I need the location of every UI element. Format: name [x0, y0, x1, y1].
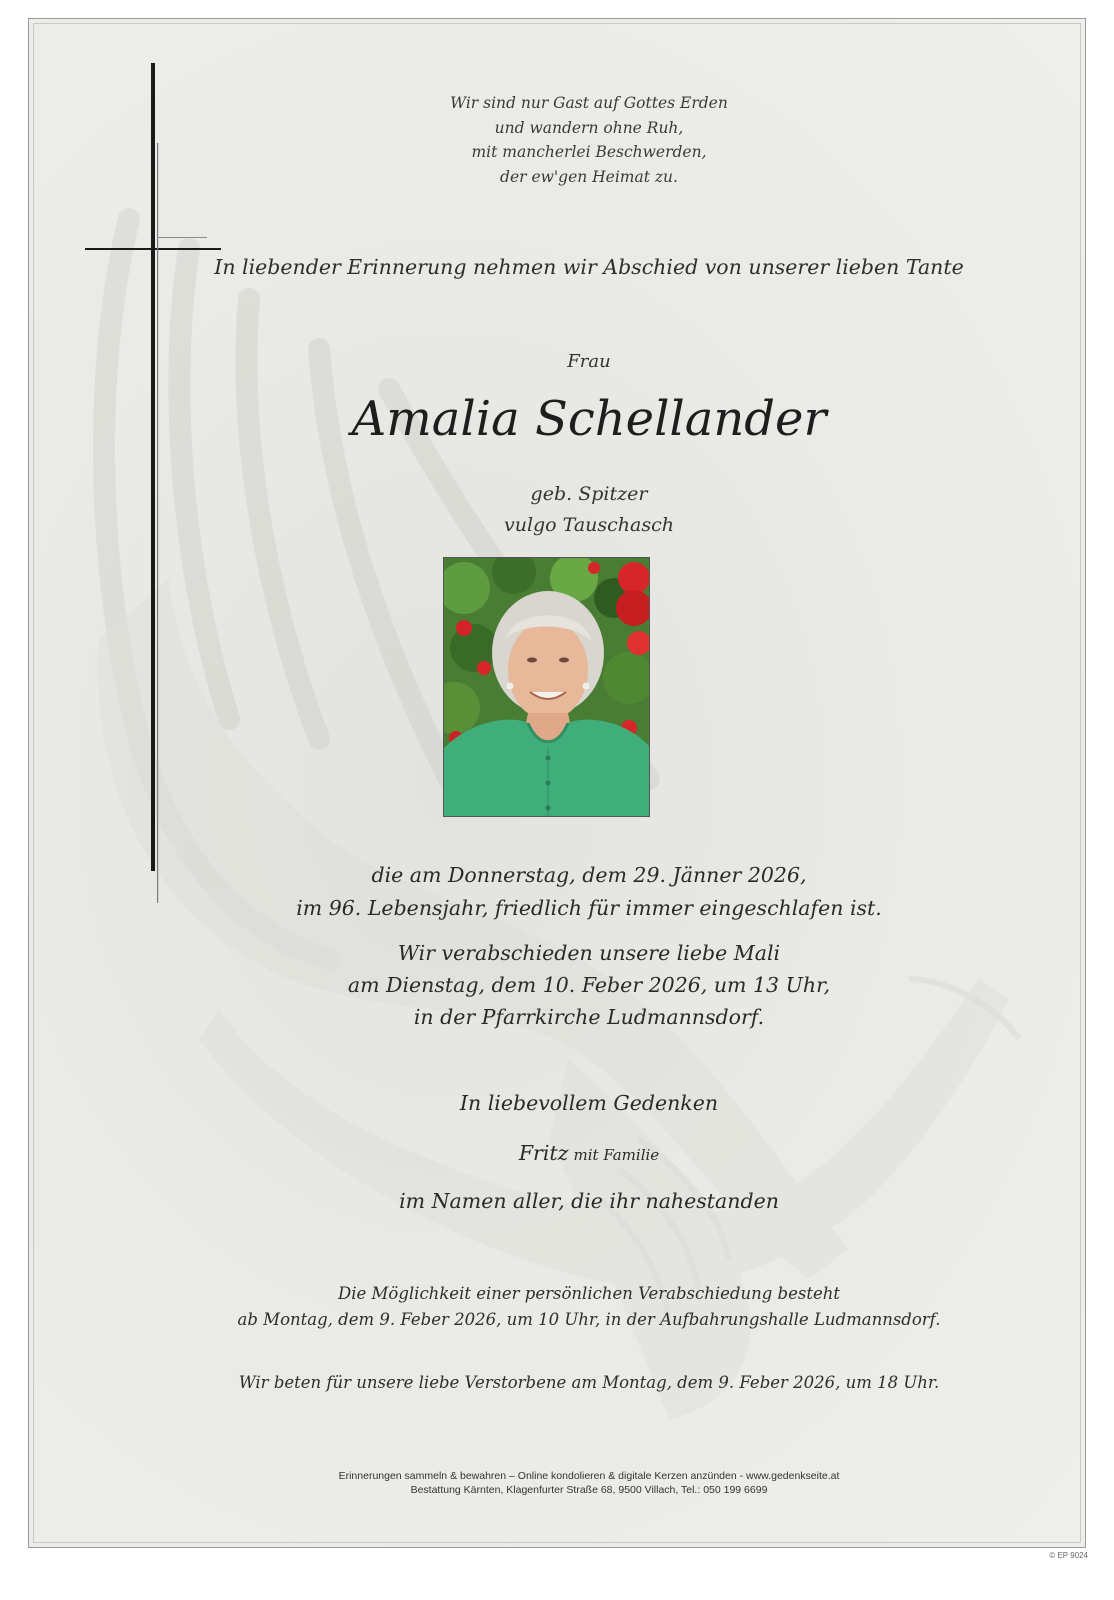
verse-line: und wandern ohne Ruh,	[494, 118, 684, 137]
verse-line: mit mancherlei Beschwerden,	[471, 143, 707, 161]
funeral-home-footer	[169, 1469, 1009, 1497]
intro-text: In liebender Erinnerung nehmen wir Abschied von unserer lieben Tante	[214, 255, 964, 279]
death-age-line: im 96. Lebensjahr, friedlich für immer eingeschlafen ist.	[296, 896, 882, 920]
footer-line: Bestattung Kärnten, Klagenfurter Straße 68, 9500 Villach, Tel.: 050 199 6699	[410, 1484, 768, 1496]
prayer-notice: Wir beten für unsere liebe Verstorbene am Montag, dem 9. Feber 2026, um 18 Uhr.	[238, 1373, 940, 1392]
viewing-line: ab Montag, dem 9. Feber 2026, um 10 Uhr, in der Aufbahrungshalle Ludmannsdorf.	[237, 1310, 941, 1329]
footer-line: Erinnerungen sammeln & bewahren – Online kondolieren & digitale Kerzen anzünden - www.gedenkseite.at	[338, 1470, 840, 1482]
farm-name: vulgo Tauschasch	[503, 514, 675, 536]
mourner-addition: mit Familie	[573, 1146, 660, 1164]
farewell-line: Wir verabschieden unsere liebe Mali	[397, 941, 781, 965]
portrait-photo	[443, 557, 650, 817]
obituary-card	[28, 18, 1086, 1548]
mourner-closing: im Namen aller, die ihr nahestanden	[399, 1189, 779, 1213]
latin-cross-icon	[85, 63, 225, 913]
viewing-line: Die Möglichkeit einer persönlichen Verabschiedung besteht	[337, 1284, 840, 1303]
mourner-names	[329, 1141, 849, 1165]
farewell-notice	[189, 937, 989, 1033]
deceased-name: Amalia Schellander	[351, 391, 827, 447]
viewing-notice	[169, 1281, 1009, 1333]
honorific: Frau	[567, 351, 611, 372]
mourner-name: Fritz	[518, 1141, 569, 1165]
farewell-line: am Dienstag, dem 10. Feber 2026, um 13 Uhr,	[347, 973, 831, 997]
verse-line: der ew'gen Heimat zu.	[500, 167, 678, 186]
corner-code: © EP 9024	[1049, 1551, 1088, 1560]
maiden-and-farm-name	[389, 479, 789, 541]
opening-verse	[289, 91, 889, 189]
death-date-line: die am Donnerstag, dem 29. Jänner 2026,	[371, 863, 807, 887]
maiden-name: geb. Spitzer	[530, 483, 648, 505]
memory-intro: In liebevollem Gedenken	[459, 1091, 719, 1115]
verse-line: Wir sind nur Gast auf Gottes Erden	[450, 94, 728, 112]
portrait-image	[444, 558, 650, 817]
farewell-line: in der Pfarrkirche Ludmannsdorf.	[413, 1005, 765, 1029]
death-notice	[189, 859, 989, 925]
